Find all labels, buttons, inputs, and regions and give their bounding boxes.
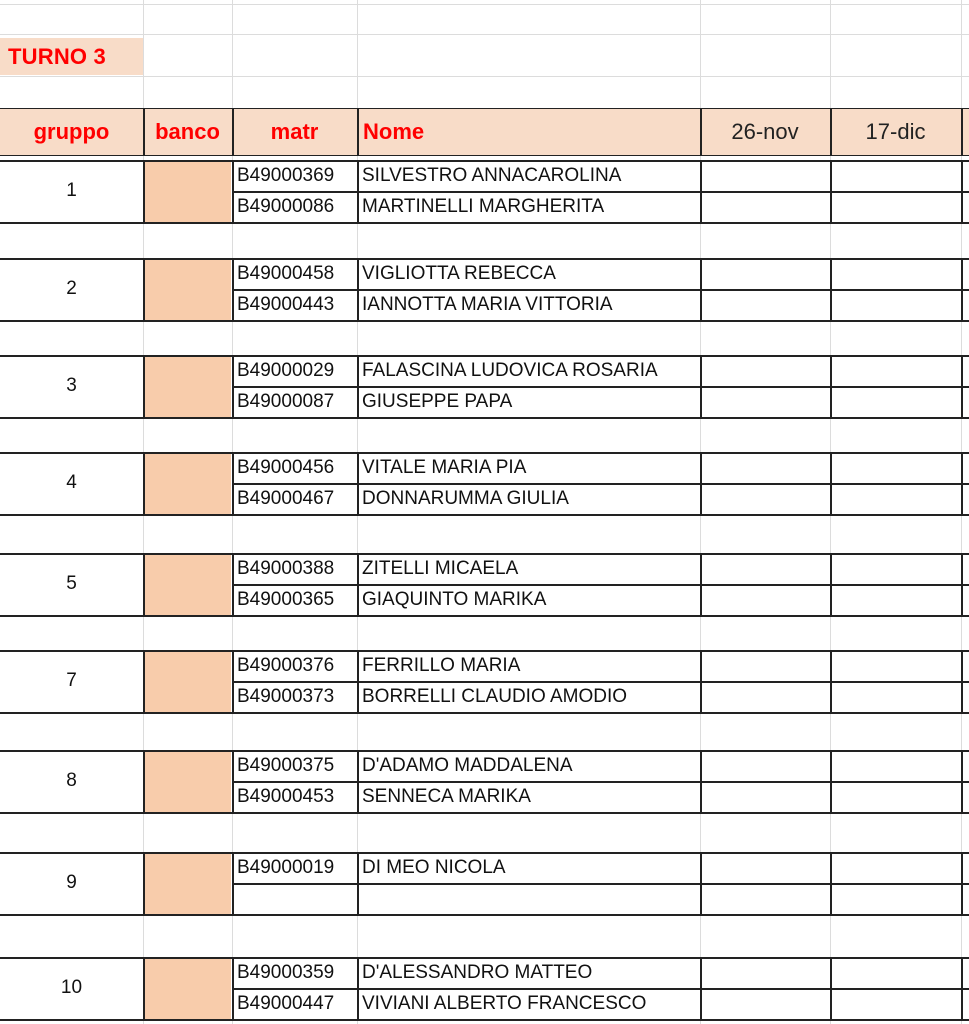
cell-border xyxy=(357,452,359,514)
date-2-cell[interactable] xyxy=(830,650,961,681)
cell-border xyxy=(700,750,702,812)
cell-border xyxy=(0,514,969,516)
nome-cell[interactable]: IANNOTTA MARIA VITTORIA xyxy=(362,293,613,315)
cell-border xyxy=(357,650,359,712)
date-2-cell[interactable] xyxy=(830,988,961,1019)
nome-cell[interactable]: VIVIANI ALBERTO FRANCESCO xyxy=(362,992,647,1014)
nome-cell[interactable]: GIUSEPPE PAPA xyxy=(362,390,513,412)
matr-cell[interactable]: B49000447 xyxy=(237,992,335,1014)
cell-border xyxy=(232,553,234,615)
cell-border xyxy=(0,320,969,322)
cell-border xyxy=(357,355,359,417)
date-2-cell[interactable] xyxy=(830,258,961,289)
banco-cell[interactable] xyxy=(144,259,231,320)
cell-border xyxy=(357,957,359,1019)
cell-border xyxy=(0,712,969,714)
banco-cell[interactable] xyxy=(144,958,231,1019)
cell-border xyxy=(357,160,359,222)
cell-border xyxy=(232,750,234,812)
group-number[interactable]: 4 xyxy=(66,472,77,493)
cell-border xyxy=(0,852,969,854)
date-1-cell[interactable] xyxy=(700,781,830,812)
date-2-cell[interactable] xyxy=(830,355,961,386)
nome-cell[interactable]: SILVESTRO ANNACAROLINA xyxy=(362,164,622,186)
cell-border xyxy=(232,650,234,712)
date-1-cell[interactable] xyxy=(700,852,830,883)
date-1-cell[interactable] xyxy=(700,191,830,222)
banco-cell[interactable] xyxy=(144,356,231,417)
cell-border xyxy=(232,355,234,417)
matr-cell[interactable]: B49000456 xyxy=(237,456,335,478)
matr-cell[interactable]: B49000376 xyxy=(237,654,335,676)
cell-border xyxy=(830,160,832,222)
cell-border xyxy=(961,957,963,1019)
date-2-cell[interactable] xyxy=(830,452,961,483)
nome-cell[interactable]: DI MEO NICOLA xyxy=(362,856,506,878)
date-2-cell[interactable] xyxy=(830,584,961,615)
date-1-cell[interactable] xyxy=(700,386,830,417)
cell-border xyxy=(830,355,832,417)
cell-border xyxy=(0,355,969,357)
cell-border xyxy=(143,553,145,615)
nome-cell[interactable]: DONNARUMMA GIULIA xyxy=(362,487,569,509)
nome-cell[interactable]: BORRELLI CLAUDIO AMODIO xyxy=(362,685,628,707)
cell-border xyxy=(357,750,359,812)
cell-border xyxy=(357,852,359,914)
header-date-1[interactable]: 26-nov xyxy=(700,108,830,156)
date-2-cell[interactable] xyxy=(830,191,961,222)
nome-cell[interactable]: FERRILLO MARIA xyxy=(362,654,521,676)
cell-border xyxy=(143,750,145,812)
cell-border xyxy=(232,883,969,885)
cell-border xyxy=(830,957,832,1019)
cell-border xyxy=(961,852,963,914)
date-1-cell[interactable] xyxy=(700,681,830,712)
date-1-cell[interactable] xyxy=(700,750,830,781)
cell-border xyxy=(961,750,963,812)
matr-cell[interactable]: B49000373 xyxy=(237,685,335,707)
cell-border xyxy=(700,452,702,514)
date-2-cell[interactable] xyxy=(830,883,961,914)
date-2-cell[interactable] xyxy=(830,781,961,812)
cell-border xyxy=(961,452,963,514)
matr-cell[interactable]: B49000388 xyxy=(237,557,335,579)
banco-cell[interactable] xyxy=(144,453,231,514)
cell-border xyxy=(232,258,234,320)
header-border xyxy=(357,108,359,156)
sheet-title[interactable]: TURNO 3 xyxy=(0,38,143,75)
header-border xyxy=(143,108,145,156)
nome-cell[interactable]: VIGLIOTTA REBECCA xyxy=(362,262,556,284)
cell-border xyxy=(830,750,832,812)
cell-border xyxy=(700,160,702,222)
cell-border xyxy=(0,452,969,454)
cell-border xyxy=(0,160,969,162)
header-date-2[interactable]: 17-dic xyxy=(830,108,961,156)
date-2-cell[interactable] xyxy=(830,483,961,514)
cell-border xyxy=(700,650,702,712)
matr-cell[interactable]: B49000359 xyxy=(237,961,335,983)
date-1-cell[interactable] xyxy=(700,553,830,584)
gridline xyxy=(0,34,969,35)
banco-cell[interactable] xyxy=(144,554,231,615)
matr-cell[interactable]: B49000365 xyxy=(237,588,335,610)
cell-border xyxy=(700,957,702,1019)
cell-border xyxy=(700,852,702,914)
date-2-cell[interactable] xyxy=(830,289,961,320)
cell-border xyxy=(961,650,963,712)
matr-cell[interactable]: B49000369 xyxy=(237,164,335,186)
matr-cell[interactable]: B49000086 xyxy=(237,195,335,217)
nome-cell[interactable] xyxy=(357,883,700,914)
cell-border xyxy=(0,553,969,555)
group-number[interactable]: 5 xyxy=(66,573,77,594)
cell-border xyxy=(232,452,234,514)
header-banco[interactable]: banco xyxy=(143,108,232,156)
header-border xyxy=(700,108,702,156)
cell-border xyxy=(830,852,832,914)
cell-border xyxy=(357,258,359,320)
matr-cell[interactable]: B49000087 xyxy=(237,390,335,412)
cell-border xyxy=(0,650,969,652)
nome-cell[interactable]: GIAQUINTO MARIKA xyxy=(362,588,547,610)
header-nome[interactable]: Nome xyxy=(357,108,700,156)
cell-border xyxy=(0,750,969,752)
date-1-cell[interactable] xyxy=(700,483,830,514)
cell-border xyxy=(143,852,145,914)
cell-border xyxy=(232,191,969,193)
date-1-cell[interactable] xyxy=(700,883,830,914)
cell-border xyxy=(0,615,969,617)
date-1-cell[interactable] xyxy=(700,289,830,320)
matr-cell[interactable]: B49000019 xyxy=(237,856,335,878)
nome-cell[interactable]: D'ALESSANDRO MATTEO xyxy=(362,961,593,983)
banco-cell[interactable] xyxy=(144,651,231,712)
banco-cell[interactable] xyxy=(144,161,231,222)
cell-border xyxy=(232,584,969,586)
cell-border xyxy=(961,258,963,320)
cell-border xyxy=(830,452,832,514)
date-1-cell[interactable] xyxy=(700,258,830,289)
cell-border xyxy=(961,160,963,222)
header-border xyxy=(830,108,832,156)
cell-border xyxy=(232,289,969,291)
group-number[interactable]: 2 xyxy=(66,278,77,299)
cell-border xyxy=(0,222,969,224)
date-2-cell[interactable] xyxy=(830,386,961,417)
cell-border xyxy=(961,553,963,615)
cell-border xyxy=(0,812,969,814)
group-number[interactable]: 1 xyxy=(66,180,77,201)
cell-border xyxy=(232,852,234,914)
nome-cell[interactable]: VITALE MARIA PIA xyxy=(362,456,527,478)
cell-border xyxy=(700,553,702,615)
matr-cell[interactable]: B49000453 xyxy=(237,785,335,807)
date-1-cell[interactable] xyxy=(700,355,830,386)
date-2-cell[interactable] xyxy=(830,681,961,712)
cell-border xyxy=(143,160,145,222)
date-1-cell[interactable] xyxy=(700,650,830,681)
cell-border xyxy=(0,1019,969,1021)
gridline xyxy=(0,4,969,5)
banco-cell[interactable] xyxy=(144,853,231,914)
cell-border xyxy=(830,553,832,615)
cell-border xyxy=(232,386,969,388)
matr-cell[interactable] xyxy=(232,883,357,914)
cell-border xyxy=(143,355,145,417)
cell-border xyxy=(0,258,969,260)
date-1-cell[interactable] xyxy=(700,452,830,483)
matr-cell[interactable]: B49000029 xyxy=(237,359,335,381)
cell-border xyxy=(0,957,969,959)
nome-cell[interactable]: MARTINELLI MARGHERITA xyxy=(362,195,605,217)
cell-border xyxy=(830,650,832,712)
date-2-cell[interactable] xyxy=(830,553,961,584)
matr-cell[interactable]: B49000467 xyxy=(237,487,335,509)
cell-border xyxy=(232,681,969,683)
date-1-cell[interactable] xyxy=(700,584,830,615)
cell-border xyxy=(357,553,359,615)
cell-border xyxy=(143,452,145,514)
group-number[interactable]: 10 xyxy=(60,977,83,998)
group-number[interactable]: 8 xyxy=(66,770,77,791)
cell-border xyxy=(143,650,145,712)
cell-border xyxy=(232,988,969,990)
cell-border xyxy=(232,160,234,222)
date-2-cell[interactable] xyxy=(830,160,961,191)
cell-border xyxy=(232,781,969,783)
matr-cell[interactable]: B49000458 xyxy=(237,262,335,284)
gridline xyxy=(0,76,969,77)
nome-cell[interactable]: ZITELLI MICAELA xyxy=(362,557,519,579)
matr-cell[interactable]: B49000443 xyxy=(237,293,335,315)
date-1-cell[interactable] xyxy=(700,160,830,191)
group-number[interactable]: 9 xyxy=(66,872,77,893)
date-1-cell[interactable] xyxy=(700,957,830,988)
cell-border xyxy=(143,258,145,320)
cell-border xyxy=(232,957,234,1019)
date-2-cell[interactable] xyxy=(830,957,961,988)
cell-border xyxy=(961,355,963,417)
cell-border xyxy=(0,914,969,916)
header-matr[interactable]: matr xyxy=(232,108,357,156)
header-gruppo[interactable]: gruppo xyxy=(0,108,143,156)
banco-cell[interactable] xyxy=(144,751,231,812)
matr-cell[interactable]: B49000375 xyxy=(237,754,335,776)
date-2-cell[interactable] xyxy=(830,750,961,781)
nome-cell[interactable]: SENNECA MARIKA xyxy=(362,785,531,807)
cell-border xyxy=(700,355,702,417)
date-2-cell[interactable] xyxy=(830,852,961,883)
cell-border xyxy=(143,957,145,1019)
header-border xyxy=(232,108,234,156)
cell-border xyxy=(232,483,969,485)
nome-cell[interactable]: D'ADAMO MADDALENA xyxy=(362,754,573,776)
header-border xyxy=(961,108,963,156)
group-number[interactable]: 3 xyxy=(66,375,77,396)
cell-border xyxy=(830,258,832,320)
cell-border xyxy=(0,417,969,419)
nome-cell[interactable]: FALASCINA LUDOVICA ROSARIA xyxy=(362,359,658,381)
date-1-cell[interactable] xyxy=(700,988,830,1019)
cell-border xyxy=(700,258,702,320)
group-number[interactable]: 7 xyxy=(66,670,77,691)
